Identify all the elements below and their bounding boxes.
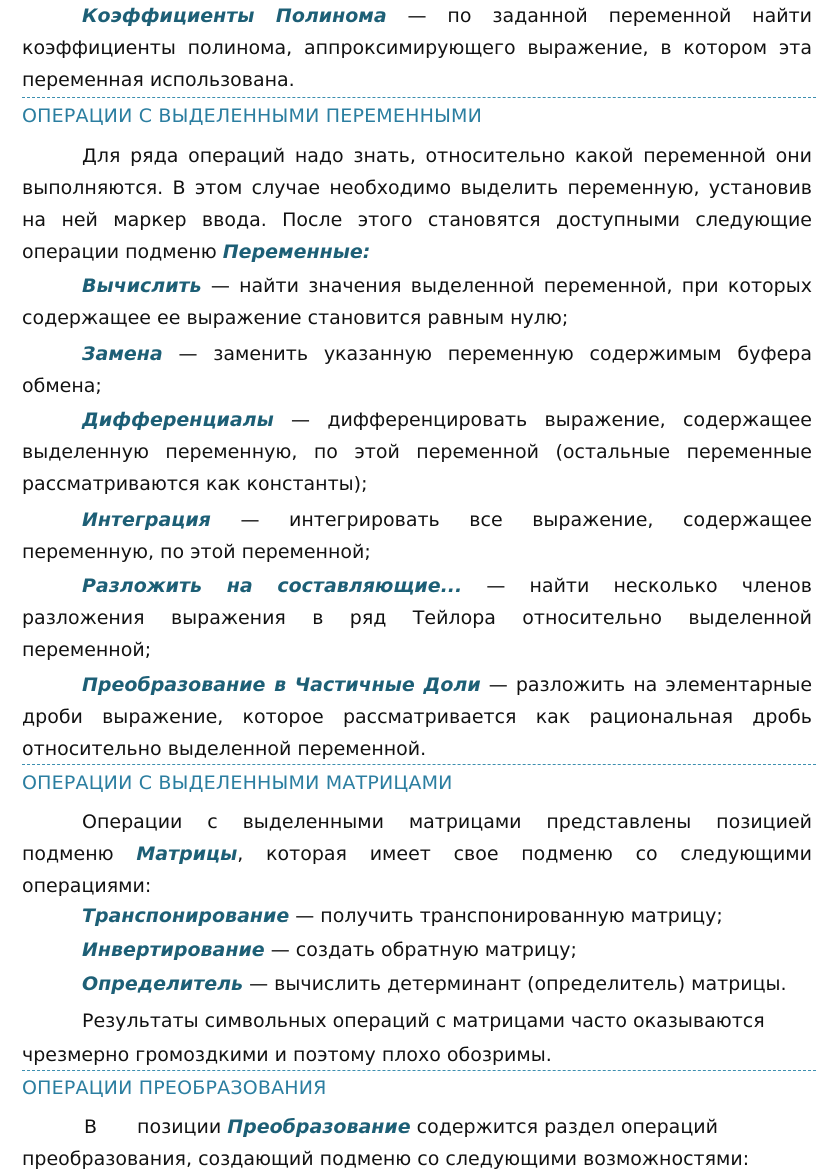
term-variables-menu: Переменные: — [222, 241, 371, 263]
section-divider — [22, 97, 816, 98]
item-partial-fractions — [22, 669, 812, 765]
matrices-intro-text-after: , которая имеет свое подменю со следующими операциями: — [22, 843, 812, 897]
item-invert — [22, 934, 812, 966]
item-expand-text: — найти несколько членов разложения выражения в ряд Тейлора относительно выделенной переменной; — [22, 575, 812, 661]
term-polynomial: Коэффициенты Полинома — [82, 5, 387, 27]
item-transpose — [22, 900, 812, 932]
item-integrate — [22, 504, 812, 568]
item-differentiate — [22, 404, 812, 500]
item-integrate-text: — интегрировать все выражение, содержащее переменную, по этой переменной; — [22, 509, 812, 563]
transform-intro-before: В — [84, 1116, 98, 1138]
term-transform-menu: Преобразование — [227, 1116, 411, 1138]
term-solve: Вычислить — [82, 275, 202, 297]
term-differentiate: Дифференциалы — [82, 409, 274, 431]
item-substitute-text: — заменить указанную переменную содержимым буфера обмена; — [22, 343, 812, 397]
heading-matrices: ОПЕРАЦИИ С ВЫДЕЛЕННЫМИ МАТРИЦАМИ — [22, 772, 453, 794]
heading-variables: ОПЕРАЦИИ С ВЫДЕЛЕННЫМИ ПЕРЕМЕННЫМИ — [22, 105, 483, 127]
term-invert: Инвертирование — [82, 939, 265, 961]
section-divider — [22, 1070, 816, 1071]
polynomial-text: — по заданной переменной найти коэффициенты полинома, аппроксимирующего выражение, в котором эта переменная использована. — [22, 5, 813, 91]
transform-intro — [22, 1111, 812, 1175]
heading-transform: ОПЕРАЦИИ ПРЕОБРАЗОВАНИЯ — [22, 1077, 327, 1099]
term-expand: Разложить на составляющие... — [82, 575, 463, 597]
matrices-intro-text: Операции с выделенными матрицами представлены позицией подменю — [22, 811, 812, 865]
item-partial-fractions-text: — разложить на элементарные дроби выражение, которое рассматривается как рациональная дробь относительно выделенной переменной. — [22, 674, 813, 760]
term-transpose: Транспонирование — [82, 905, 290, 927]
item-solve-text: — найти значения выделенной переменной, при которых содержащее ее выражение становится равным нулю; — [22, 275, 812, 329]
variables-intro — [22, 140, 812, 268]
item-invert-text: — создать обратную матрицу; — [264, 939, 577, 961]
term-determinant: Определитель — [82, 973, 244, 995]
item-differentiate-text: — дифференцировать выражение, содержащее выделенную переменную, по этой переменной (остальные переменные рассматриваются как константы); — [22, 409, 812, 495]
transform-intro-mid: позиции — [137, 1116, 228, 1138]
transform-intro-after: содержится раздел операций преобразования, создающий подменю со следующими возможностями: — [22, 1116, 750, 1170]
item-solve — [22, 270, 812, 334]
item-expand — [22, 570, 812, 666]
term-substitute: Замена — [82, 343, 163, 365]
item-substitute — [22, 338, 812, 402]
section-divider — [22, 764, 816, 765]
term-integrate: Интеграция — [82, 509, 211, 531]
term-partial-fractions: Преобразование в Частичные Доли — [82, 674, 481, 696]
matrices-intro — [22, 806, 812, 902]
item-transpose-text: — получить транспонированную матрицу; — [289, 905, 723, 927]
item-determinant — [22, 968, 812, 1000]
item-determinant-text: — вычислить детерминант (определитель) матрицы. — [243, 973, 787, 995]
variables-intro-text: Для ряда операций надо знать, относительно какой переменной они выполняются. В этом случае необходимо выделить переменную, установив на ней маркер ввода. После этого становятся доступными следующие операции подменю — [22, 145, 812, 263]
term-matrices-menu: Матрицы — [136, 843, 238, 865]
matrices-outro: Результаты символьных операций с матрицами часто оказываются чрезмерно громоздкими и поэтому плохо обозримы. — [22, 1010, 765, 1066]
polynomial-paragraph — [22, 0, 812, 96]
